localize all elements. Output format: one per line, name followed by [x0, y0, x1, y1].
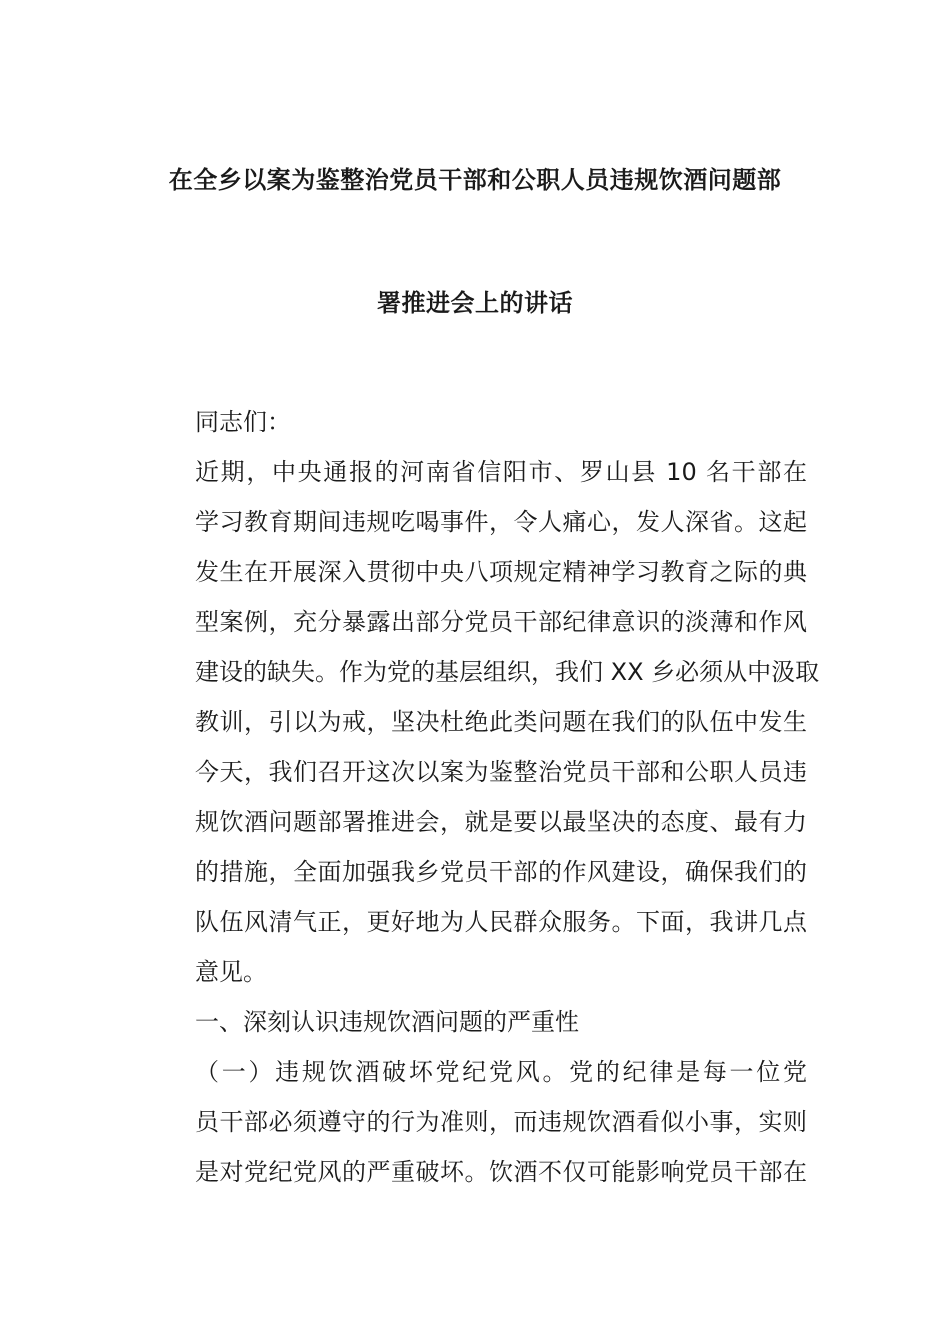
paragraph-2-line: 员干部必须遵守的行为准则，而违规饮酒看似小事，实则	[195, 1108, 807, 1136]
paragraph-1-line: 学习教育期间违规吃喝事件，令人痛心，发人深省。这起	[195, 508, 807, 536]
paragraph-2-line: （一）违规饮酒破坏党纪党风。党的纪律是每一位党	[195, 1058, 807, 1086]
document-title-line-2: 署推进会上的讲话	[377, 289, 573, 317]
paragraph-2	[145, 1047, 807, 1197]
paragraph-1-line: 型案例，充分暴露出部分党员干部纪律意识的淡薄和作风	[195, 608, 807, 636]
paragraph-1-line: 队伍风清气正，更好地为人民群众服务。下面，我讲几点	[195, 908, 807, 936]
paragraph-1-line: 意见。	[195, 958, 267, 986]
document-title-line-1: 在全乡以案为鉴整治党员干部和公职人员违规饮酒问题部	[168, 166, 782, 194]
paragraph-1-line: 发生在开展深入贯彻中央八项规定精神学习教育之际的典	[195, 558, 807, 586]
paragraph-1-line: 的措施，全面加强我乡党员干部的作风建设，确保我们的	[195, 858, 807, 886]
paragraph-1-line: 建设的缺失。作为党的基层组织，我们 XX 乡必须从中汲取	[195, 658, 820, 686]
paragraph-1-line: 今天，我们召开这次以案为鉴整治党员干部和公职人员违	[195, 758, 807, 786]
paragraph-1-line: 教训，引以为戒，坚决杜绝此类问题在我们的队伍中发生	[195, 708, 807, 736]
section-heading-1: 一、深刻认识违规饮酒问题的严重性	[195, 1008, 579, 1036]
paragraph-1-line: 规饮酒问题部署推进会，就是要以最坚决的态度、最有力	[195, 808, 807, 836]
paragraph-1	[145, 447, 820, 997]
paragraph-1-line: 近期，中央通报的河南省信阳市、罗山县 10 名干部在	[195, 458, 807, 486]
paragraph-2-line: 是对党纪党风的严重破坏。饮酒不仅可能影响党员干部在	[195, 1158, 807, 1186]
salutation: 同志们：	[195, 408, 291, 436]
